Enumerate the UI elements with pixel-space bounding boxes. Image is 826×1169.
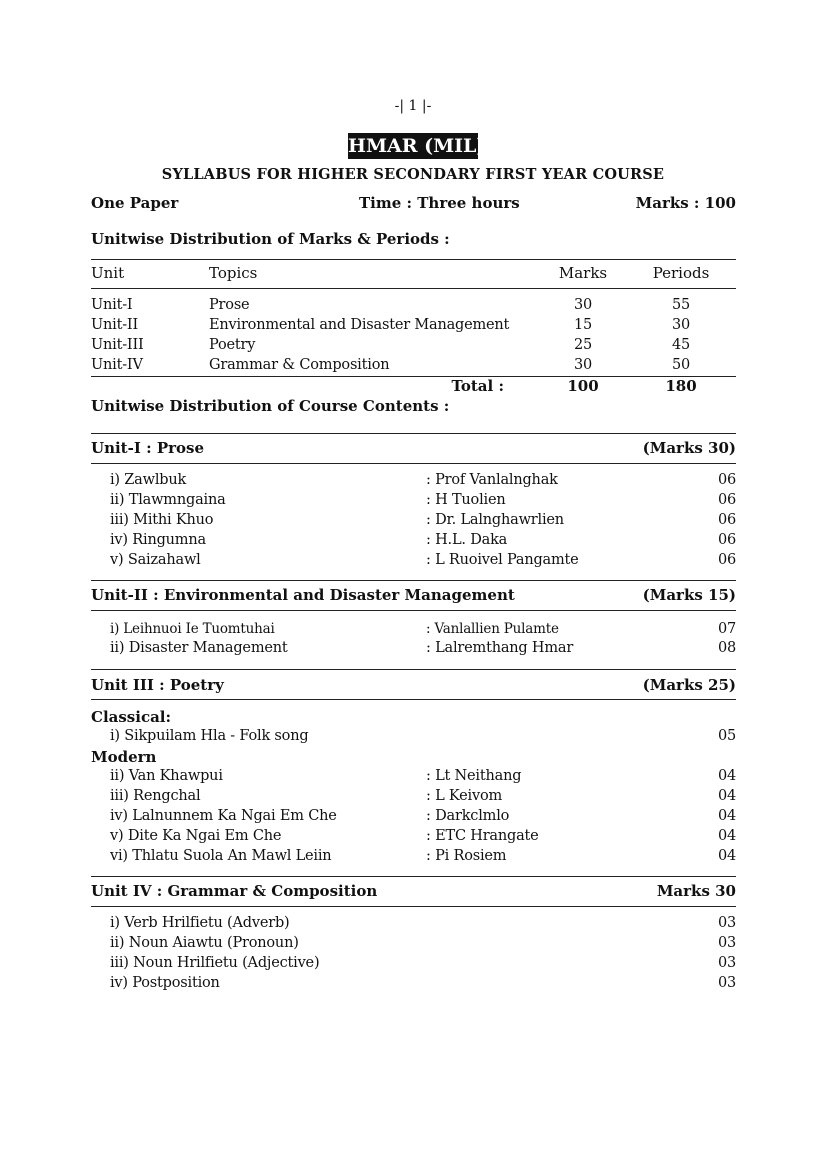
unit-4-item-title: ii) Noun Aiawtu (Pronoun) xyxy=(110,935,299,951)
paper-info: One Paper xyxy=(91,194,179,212)
table-cell-topic: Poetry xyxy=(209,337,256,353)
unit-4-title: Unit IV : Grammar & Composition xyxy=(91,882,378,900)
table-cell-marks: 15 xyxy=(573,317,593,333)
section-rule xyxy=(91,580,736,581)
unit-3-item-author: : Lt Neithang xyxy=(426,768,522,784)
unit-3-item-author: : Darkclmlo xyxy=(426,808,510,824)
col-header-periods: Periods xyxy=(652,264,710,282)
unit-3-item-title: vi) Thlatu Suola An Mawl Leiin xyxy=(110,848,332,864)
contents-heading: Unitwise Distribution of Course Contents : xyxy=(91,397,450,415)
unit-2-item-title: ii) Disaster Management xyxy=(110,640,288,656)
page-number: -| 1 |- xyxy=(394,98,432,114)
table-cell-periods: 45 xyxy=(671,337,691,353)
table-cell-marks: 25 xyxy=(573,337,593,353)
table-cell-unit: Unit-IV xyxy=(91,357,143,373)
section-rule xyxy=(91,699,736,700)
marks-info: Marks : 100 xyxy=(635,194,736,212)
table-cell-topic: Prose xyxy=(209,297,250,313)
time-info: Time : Three hours xyxy=(359,194,520,212)
classical-label: Classical: xyxy=(91,708,172,726)
table-header-rule xyxy=(91,288,736,289)
unit-3-item-periods: 05 xyxy=(717,728,736,744)
unit-1-title: Unit-I : Prose xyxy=(91,439,205,457)
table-cell-periods: 55 xyxy=(671,297,691,313)
unit-4-item-periods: 03 xyxy=(717,975,736,991)
unit-2-item-periods: 08 xyxy=(717,640,736,656)
unit-1-item-title: i) Zawlbuk xyxy=(110,472,187,488)
section-rule xyxy=(91,463,736,464)
table-cell-marks: 30 xyxy=(573,297,593,313)
unit-1-marks: (Marks 30) xyxy=(642,439,736,457)
page-subtitle: SYLLABUS FOR HIGHER SECONDARY FIRST YEAR COURSE xyxy=(161,166,665,183)
unit-3-item-periods: 04 xyxy=(717,768,736,784)
unit-3-item-periods: 04 xyxy=(717,828,736,844)
unit-1-item-periods: 06 xyxy=(717,512,736,528)
unit-2-marks: (Marks 15) xyxy=(642,586,736,604)
unit-1-item-author: : Prof Vanlalnghak xyxy=(426,472,558,488)
distribution-heading: Unitwise Distribution of Marks & Periods : xyxy=(91,230,450,248)
unit-1-item-author: : Dr. Lalnghawrlien xyxy=(426,512,564,528)
col-header-topics: Topics xyxy=(209,264,258,282)
unit-3-item-title: ii) Van Khawpui xyxy=(110,768,223,784)
unit-2-item-title: i) Leihnuoi Ie Tuomtuhai xyxy=(110,621,275,637)
total-marks: 100 xyxy=(567,377,599,395)
unit-4-marks: Marks 30 xyxy=(656,882,736,900)
unit-1-item-author: : H.L. Daka xyxy=(426,532,508,548)
col-header-marks: Marks xyxy=(558,264,608,282)
table-cell-marks: 30 xyxy=(573,357,593,373)
modern-label: Modern xyxy=(91,748,157,766)
section-rule xyxy=(91,906,736,907)
unit-3-item-title: iii) Rengchal xyxy=(110,788,201,804)
unit-1-item-periods: 06 xyxy=(717,492,736,508)
unit-1-item-periods: 06 xyxy=(717,532,736,548)
total-label: Total : xyxy=(451,377,504,395)
table-cell-unit: Unit-III xyxy=(91,337,144,353)
unit-3-item-author: : Pi Rosiem xyxy=(426,848,507,864)
unit-3-title: Unit III : Poetry xyxy=(91,676,224,694)
table-cell-periods: 30 xyxy=(671,317,691,333)
unit-4-item-periods: 03 xyxy=(717,935,736,951)
unit-2-item-author: : Lalremthang Hmar xyxy=(426,640,574,656)
section-rule xyxy=(91,669,736,670)
unit-1-item-author: : H Tuolien xyxy=(426,492,506,508)
unit-3-item-periods: 04 xyxy=(717,788,736,804)
unit-3-item-periods: 04 xyxy=(717,808,736,824)
table-cell-periods: 50 xyxy=(671,357,691,373)
unit-3-item-title: i) Sikpuilam Hla - Folk song xyxy=(110,728,309,744)
col-header-unit: Unit xyxy=(91,264,125,282)
unit-1-item-author: : L Ruoivel Pangamte xyxy=(426,552,579,568)
section-rule xyxy=(91,610,736,611)
unit-1-item-periods: 06 xyxy=(717,552,736,568)
table-top-rule xyxy=(91,259,736,260)
unit-3-item-title: iv) Lalnunnem Ka Ngai Em Che xyxy=(110,808,337,824)
unit-1-item-periods: 06 xyxy=(717,472,736,488)
unit-1-item-title: iii) Mithi Khuo xyxy=(110,512,214,528)
unit-2-item-periods: 07 xyxy=(717,621,736,637)
unit-1-item-title: v) Saizahawl xyxy=(110,552,201,568)
table-cell-topic: Environmental and Disaster Management xyxy=(209,317,510,333)
unit-2-title: Unit-II : Environmental and Disaster Management xyxy=(91,586,515,604)
table-cell-topic: Grammar & Composition xyxy=(209,357,390,373)
unit-3-item-author: : L Keivom xyxy=(426,788,503,804)
section-rule xyxy=(91,876,736,877)
unit-4-item-periods: 03 xyxy=(717,955,736,971)
table-cell-unit: Unit-II xyxy=(91,317,138,333)
unit-4-item-title: iii) Noun Hrilfietu (Adjective) xyxy=(110,955,320,971)
unit-3-item-title: v) Dite Ka Ngai Em Che xyxy=(110,828,282,844)
unit-1-item-title: ii) Tlawmngaina xyxy=(110,492,226,508)
unit-3-item-periods: 04 xyxy=(717,848,736,864)
unit-3-marks: (Marks 25) xyxy=(642,676,736,694)
unit-4-item-title: iv) Postposition xyxy=(110,975,220,991)
section-rule xyxy=(91,433,736,434)
unit-2-item-author: : Vanlallien Pulamte xyxy=(426,621,559,637)
table-cell-unit: Unit-I xyxy=(91,297,133,313)
total-periods: 180 xyxy=(665,377,697,395)
page-title: HMAR (MIL) xyxy=(348,135,486,157)
unit-4-item-title: i) Verb Hrilfietu (Adverb) xyxy=(110,915,290,931)
unit-4-item-periods: 03 xyxy=(717,915,736,931)
unit-3-item-author: : ETC Hrangate xyxy=(426,828,539,844)
unit-1-item-title: iv) Ringumna xyxy=(110,532,206,548)
